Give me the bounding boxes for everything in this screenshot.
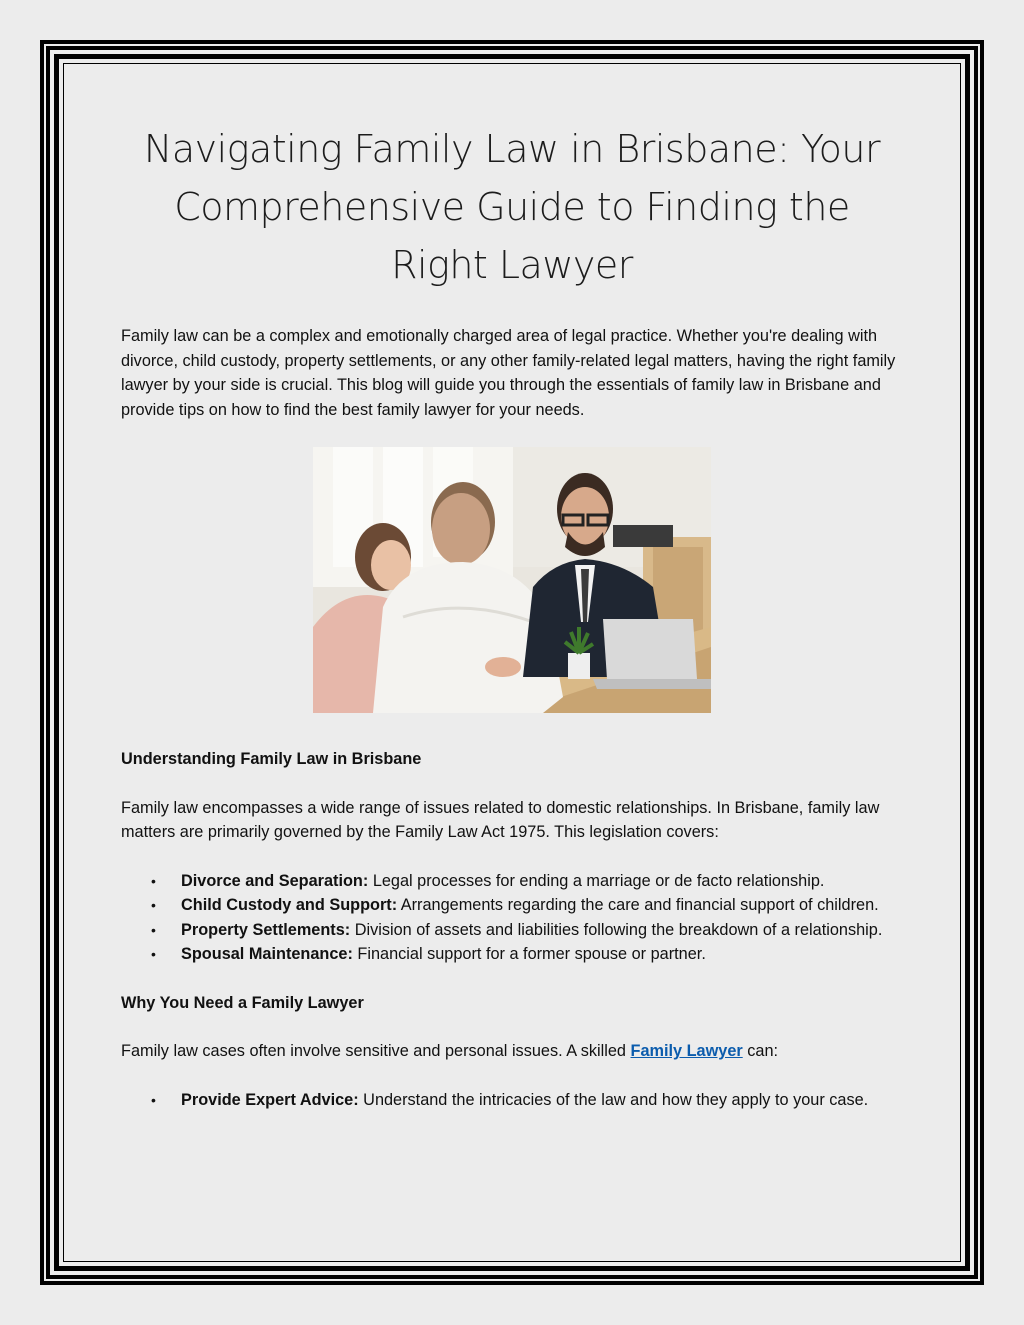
list-item-text: Division of assets and liabilities following the breakdown of a relationship.	[350, 920, 883, 939]
lawyer-consultation-photo	[313, 447, 711, 713]
list-item	[121, 918, 903, 943]
list-item	[121, 869, 903, 894]
family-law-issues-list	[121, 869, 903, 967]
list-item	[121, 1088, 903, 1113]
list-item-text: Financial support for a former spouse or partner.	[352, 945, 706, 963]
list-item	[121, 942, 903, 967]
section-heading-understanding: Understanding Family Law in Brisbane	[121, 750, 422, 768]
paragraph-text-before-link: Family law cases often involve sensitive and personal issues. A skilled	[121, 1042, 631, 1060]
family-lawyer-link[interactable]: Family Lawyer	[630, 1042, 743, 1060]
list-item-text: Legal processes for ending a marriage or de facto relationship.	[368, 871, 825, 890]
bullet-icon: •	[151, 921, 156, 938]
list-item-term: Divorce and Separation:	[181, 871, 369, 890]
list-item-term: Property Settlements:	[181, 920, 351, 939]
list-item-term: Spousal Maintenance:	[181, 945, 353, 963]
list-item-text: Understand the intricacies of the law and how they apply to your case.	[358, 1090, 869, 1109]
lawyer-benefits-list	[121, 1088, 903, 1113]
section-heading-why: Why You Need a Family Lawyer	[121, 993, 364, 1012]
document-page	[121, 120, 903, 1112]
list-item-text: Arrangements regarding the care and financial support of children.	[397, 896, 879, 914]
paragraph-text-after-link: can:	[742, 1042, 779, 1060]
list-item-term: Provide Expert Advice:	[181, 1090, 359, 1109]
list-item-term: Child Custody and Support:	[181, 896, 398, 914]
list-item	[121, 893, 903, 918]
intro-paragraph: Family law can be a complex and emotionally charged area of legal practice. Whether you're dealing with divorce, child custody, property settlements, or any other family-related legal matters, having the right family lawyer by your side is crucial. This blog will guide you through the essentials of family law in Brisbane and provide tips on how to find the best family lawyer for your needs.	[121, 327, 896, 419]
bullet-icon: •	[151, 1091, 156, 1108]
section-paragraph-understanding: Family law encompasses a wide range of issues related to domestic relationships. In Brisbane, family law matters are primarily governed by the Family Law Act 1975. This legislation covers:	[121, 798, 880, 841]
bullet-icon: •	[151, 946, 156, 962]
section-paragraph-why	[121, 1039, 903, 1064]
document-title: Navigating Family Law in Brisbane: Your Comprehensive Guide to Finding the Right Lawyer	[143, 127, 881, 287]
bullet-icon: •	[151, 897, 156, 913]
bullet-icon: •	[151, 872, 156, 889]
